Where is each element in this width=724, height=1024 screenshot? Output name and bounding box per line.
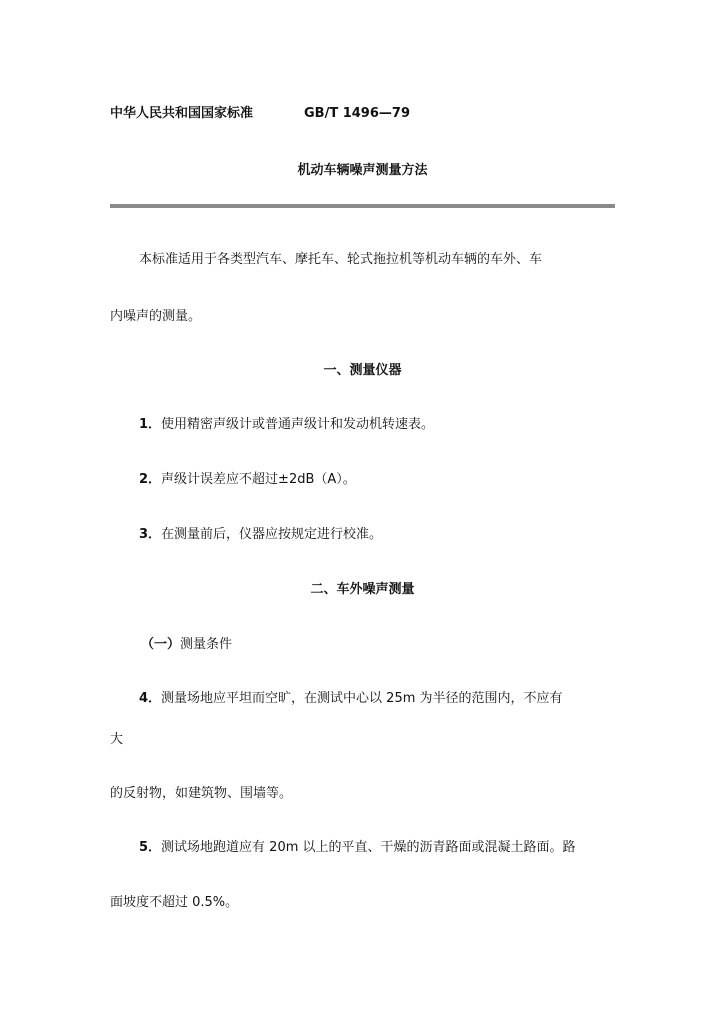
list-item [139,416,434,434]
item-text: 测试场地跑道应有 20m 以上的平直、干燥的沥青路面或混凝土路面。路 [161,840,576,855]
list-item [139,471,356,489]
item-text: 使用精密声级计或普通声级计和发动机转速表。 [161,417,435,432]
list-item [139,690,563,708]
section-heading-instruments: 一、测量仪器 [323,363,402,378]
standard-org-text: 中华人民共和国国家标准 [110,106,254,121]
item-text: 声级计误差应不超过±2dB（A）。 [161,472,356,487]
item-number: 3． [139,527,162,542]
list-item [139,526,382,544]
item-continuation: 的反射物，如建筑物、围墙等。 [110,786,293,801]
intro-paragraph-line-1: 本标准适用于各类型汽车、摩托车、轮式拖拉机等机动车辆的车外、车 [139,252,543,267]
item-number: 1． [139,417,162,432]
item-continuation: 面坡度不超过 0.5%。 [110,895,239,910]
list-item [139,839,576,857]
item-number: 5． [139,840,162,855]
title-divider [110,204,615,208]
item-text: 在测量前后，仪器应按规定进行校准。 [161,527,383,542]
standard-org [110,105,253,123]
intro-paragraph-line-2: 内噪声的测量。 [110,309,202,324]
document-title: 机动车辆噪声测量方法 [297,163,428,178]
item-continuation: 大 [110,732,124,747]
standard-code: GB/T 1496—79 [304,106,410,121]
sub-heading-conditions [141,636,232,654]
sub-heading-number: （一） [141,637,181,652]
sub-heading-text: 测量条件 [180,637,233,652]
item-number: 4． [139,691,162,706]
item-text: 测量场地应平坦而空旷，在测试中心以 25m 为半径的范围内，不应有 [161,691,563,706]
section-heading-exterior-noise: 二、车外噪声测量 [310,582,415,597]
item-number: 2． [139,472,162,487]
